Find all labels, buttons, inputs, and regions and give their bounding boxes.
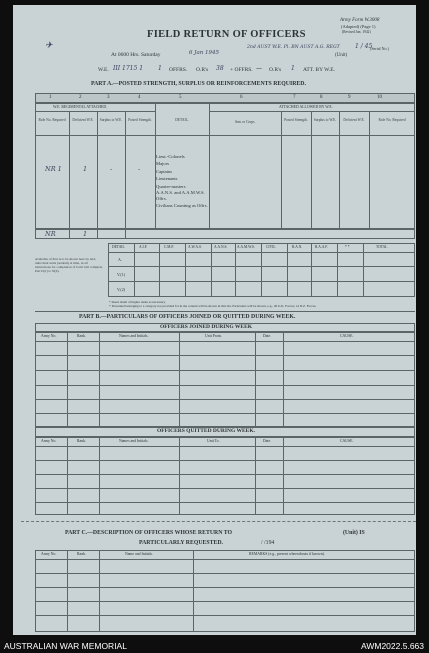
head-surplus: Surplus to W.E.	[99, 118, 123, 122]
part-b-title: PART B.—PARTICULARS OF OFFICERS JOINED OR QUITTED DURING WEEK.	[79, 314, 296, 320]
part-a-totals-row	[35, 229, 415, 239]
rank-major: Majors	[156, 161, 170, 167]
quitted-head-rank: Rank.	[77, 439, 86, 443]
grid-head-aans: A.A.N.S.	[214, 245, 228, 249]
date-handwritten: 6 Jan 1945	[189, 50, 220, 56]
joined-head-army-no: Army No.	[41, 334, 57, 338]
quitted-head-cause: CAUSE.	[340, 439, 354, 443]
we-label: W.E.	[98, 67, 109, 73]
nr-deficient-handwritten: 1	[83, 230, 88, 238]
col-number-2: 2	[79, 95, 82, 100]
att-group-label: ATTACHED ALLOWED BY W.E.	[279, 105, 333, 109]
we-group-label: W.E. REGIMENTAL ATTACHED.	[53, 105, 108, 109]
col-number-3: 3	[107, 95, 110, 100]
grid-row-v1: V.(1)	[117, 272, 126, 277]
rank-qm: Quarter-masters	[156, 183, 186, 189]
archive-footer	[0, 638, 429, 653]
form-title: FIELD RETURN OF OFFICERS	[147, 29, 306, 40]
quitted-head-army-no: Army No.	[41, 439, 57, 443]
grid-row-a: A.	[118, 257, 122, 262]
surplus-dash: -	[110, 165, 113, 173]
head-att-role: Role No. Required	[378, 118, 406, 122]
head-arm-corps: Arm or Corps.	[234, 120, 256, 124]
joined-head-cause: CAUSE.	[340, 334, 354, 338]
offrs-handwritten: 1	[158, 65, 162, 72]
ors2-label: O.R's	[269, 67, 282, 73]
offrs2-handwritten: —	[256, 65, 262, 72]
grid-head-civil: CIVIL	[266, 245, 276, 249]
serial-handwritten: 1 / 45	[355, 43, 373, 50]
footnote-2: + Personnel belonging to a category not provided for in the content will be shown in this list. Particulars will be shown, e.g., 26 U.K. Forces; 14 N.Z. Forces.	[109, 304, 317, 308]
footer-source: AUSTRALIAN WAR MEMORIAL	[4, 641, 127, 651]
quitted-head-unit-to: Unit To.	[207, 439, 220, 443]
joined-head-unit-from: Unit From.	[205, 334, 222, 338]
ors-label: O.R's	[196, 67, 209, 73]
col-number-8: 8	[320, 95, 323, 100]
rank-civilians: Civilians Counting as Offrs.	[156, 203, 208, 209]
head-posted: Posted Strength.	[128, 118, 152, 122]
head-att-deficient: Deficient W.E.	[343, 118, 365, 122]
joined-head-rank: Rank.	[77, 334, 86, 338]
posted-dash: -	[138, 165, 141, 173]
col-number-6: 6	[240, 95, 243, 100]
joined-title: OFFICERS JOINED DURING WEEK	[160, 324, 253, 330]
col-number-9: 9	[348, 95, 351, 100]
rank-lt-col: Lieut.-Colonels	[156, 154, 185, 159]
serial-label: (Serial No.)	[370, 46, 389, 51]
part-c-unit-is: (Unit) IS	[343, 530, 365, 536]
grid-head-aif: A.I.F.	[139, 245, 148, 249]
unit-label: (Unit)	[335, 53, 348, 58]
nr-handwritten: NR	[45, 230, 56, 238]
head-detail: DETAIL.	[175, 118, 189, 122]
part-c-table	[35, 550, 415, 632]
unit-handwritten: 2nd AUST W.E. Pl. BN AUST A.G. REGT	[247, 45, 340, 50]
part-a-title: PART A.—POSTED STRENGTH, SURPLUS OR REINFORCEMENTS REQUIRED.	[91, 81, 306, 87]
footer-accession: AWM2022.5.663	[361, 641, 424, 651]
deficient-handwritten: 1	[83, 165, 88, 173]
grid-head-star: * *	[345, 245, 350, 249]
ors2-handwritten: 1	[291, 65, 295, 72]
col-number-1: 1	[49, 95, 52, 100]
rank-aans: A.A.N.S. and A.A.M.W.S. Offrs.	[156, 190, 205, 201]
col-number-7: 7	[293, 95, 296, 100]
head-att-posted: Posted Strength.	[284, 118, 308, 122]
offrs-label: OFFRS.	[169, 67, 188, 73]
form-sheet	[13, 5, 416, 635]
grid-head-ran: R.A.N.	[292, 245, 303, 249]
revised-label: (Revised Jan. 1942)	[342, 30, 371, 34]
part-c-head-remarks: REMARKS (e.g., present whereabouts if known).	[249, 552, 325, 556]
grid-head-raaf: R.A.A.F.	[315, 245, 328, 249]
part-a-number-strip	[35, 93, 415, 103]
grid-row-v2: V.(2)	[117, 287, 126, 292]
joined-head-date: Date.	[263, 334, 272, 338]
grid-head-awas: A.W.A.S.	[188, 245, 202, 249]
adapted-label: (Adapted) (Page 1)	[341, 24, 376, 29]
availability-note: Available of Part A to be shown here by ALL units their units (seldom) at time, in all instructions for completion of form will complete Part D(1) to N(6).	[35, 257, 103, 273]
army-form-number: Army Form W.3008	[340, 18, 380, 23]
quitted-table	[35, 437, 415, 515]
head-att-surplus: Surplus to W.E.	[313, 118, 337, 122]
we-handwritten: III 1715 1	[113, 65, 144, 72]
footnote-1: * Insert detail of higher ranks as necessary.	[109, 300, 166, 304]
part-c-head-army-no: Army No.	[41, 552, 57, 556]
part-c-head-rank: Rank.	[77, 552, 86, 556]
grid-head-cmf: C.M.F.	[164, 245, 174, 249]
ors-handwritten: 38	[216, 65, 224, 72]
grid-head-detail: DETAIL	[112, 245, 125, 249]
part-c-line2: PARTICULARLY REQUESTED.	[139, 540, 223, 546]
role-handwritten: NR 1	[45, 165, 62, 173]
col-number-5: 5	[179, 95, 182, 100]
handwritten-mark: ✈	[45, 41, 53, 51]
col-number-10: 10	[377, 95, 382, 100]
at-time-line: At 0600 Hrs. Saturday	[111, 52, 161, 58]
joined-head-names: Names and Initials.	[119, 334, 149, 338]
head-deficient: Deficient W.E.	[72, 118, 94, 122]
quitted-head-names: Names and Initials.	[119, 439, 149, 443]
rank-list	[156, 153, 210, 209]
grid-head-total: TOTAL	[376, 245, 388, 249]
col-number-4: 4	[138, 95, 141, 100]
offrs2-label: + OFFRS.	[230, 67, 253, 73]
part-c-head-name: Name and Initials.	[125, 552, 153, 556]
rank-lieutenant: Lieutenants	[156, 176, 178, 182]
perforation-line	[21, 521, 416, 522]
grid-head-aamws: A.A.M.W.S.	[237, 245, 255, 249]
head-role-required: Role No. Required	[38, 118, 66, 122]
part-c-date: / /194	[261, 540, 275, 546]
rank-captain: Captains	[156, 168, 173, 174]
quitted-head-date: Date.	[263, 439, 272, 443]
part-c-title: PART C.—DESCRIPTION OF OFFICERS WHOSE RETURN TO	[65, 530, 233, 536]
att-label: ATT. BY W.E.	[303, 67, 335, 73]
quitted-title: OFFICERS QUITTED DURING WEEK.	[157, 428, 255, 434]
